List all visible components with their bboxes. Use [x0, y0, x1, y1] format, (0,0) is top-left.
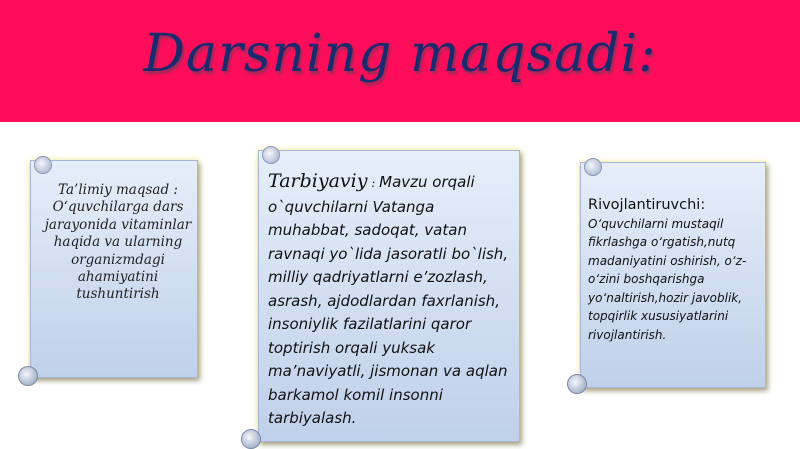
scroll-curl-icon: [18, 366, 38, 386]
scroll-curl-icon: [34, 156, 52, 174]
upbringing-goal-heading: Tarbiyaviy: [268, 170, 368, 192]
scroll-curl-icon: [584, 158, 602, 176]
slide-title: Darsning maqsadi:: [143, 24, 657, 84]
educational-goal-text: Ta’limiy maqsad : O‘quvchilarga dars jarayonida vitaminlar haqida va ularning organizmdagi ahamiyatini tushuntirish: [44, 182, 192, 303]
upbringing-goal-text: Mavzu orqali o`quvchilarni Vatanga muhabbat, sadoqat, vatan ravnaqi yo`lida jasoratli bo`lish, milliy qadriyatlarni e’zozlash, asrash, ajdodlardan faxrlanish, insoniylik fazilatlarini qaror toptirish orqali yuksak ma’naviyatli, jismonan va aqlan barkamol komil insonni tarbiyalash.: [268, 173, 509, 427]
upbringing-goal-separator: :: [367, 176, 380, 190]
developmental-goal-text: O‘quvchilarni mustaqil fikrlashga o‘rgatish,nutq madaniyatini oshirish, o‘z-o‘zini boshqarishga yo‘naltirish,hozir javoblik, topqirlik xususiyatlarini rivojlantirish.: [588, 216, 747, 342]
developmental-goal-heading: Rivojlantiruvchi:: [588, 197, 706, 213]
developmental-goal: [588, 196, 768, 344]
scroll-curl-icon: [567, 374, 587, 394]
scroll-curl-icon: [262, 146, 280, 164]
upbringing-goal: [268, 170, 520, 431]
scroll-curl-icon: [241, 429, 261, 449]
